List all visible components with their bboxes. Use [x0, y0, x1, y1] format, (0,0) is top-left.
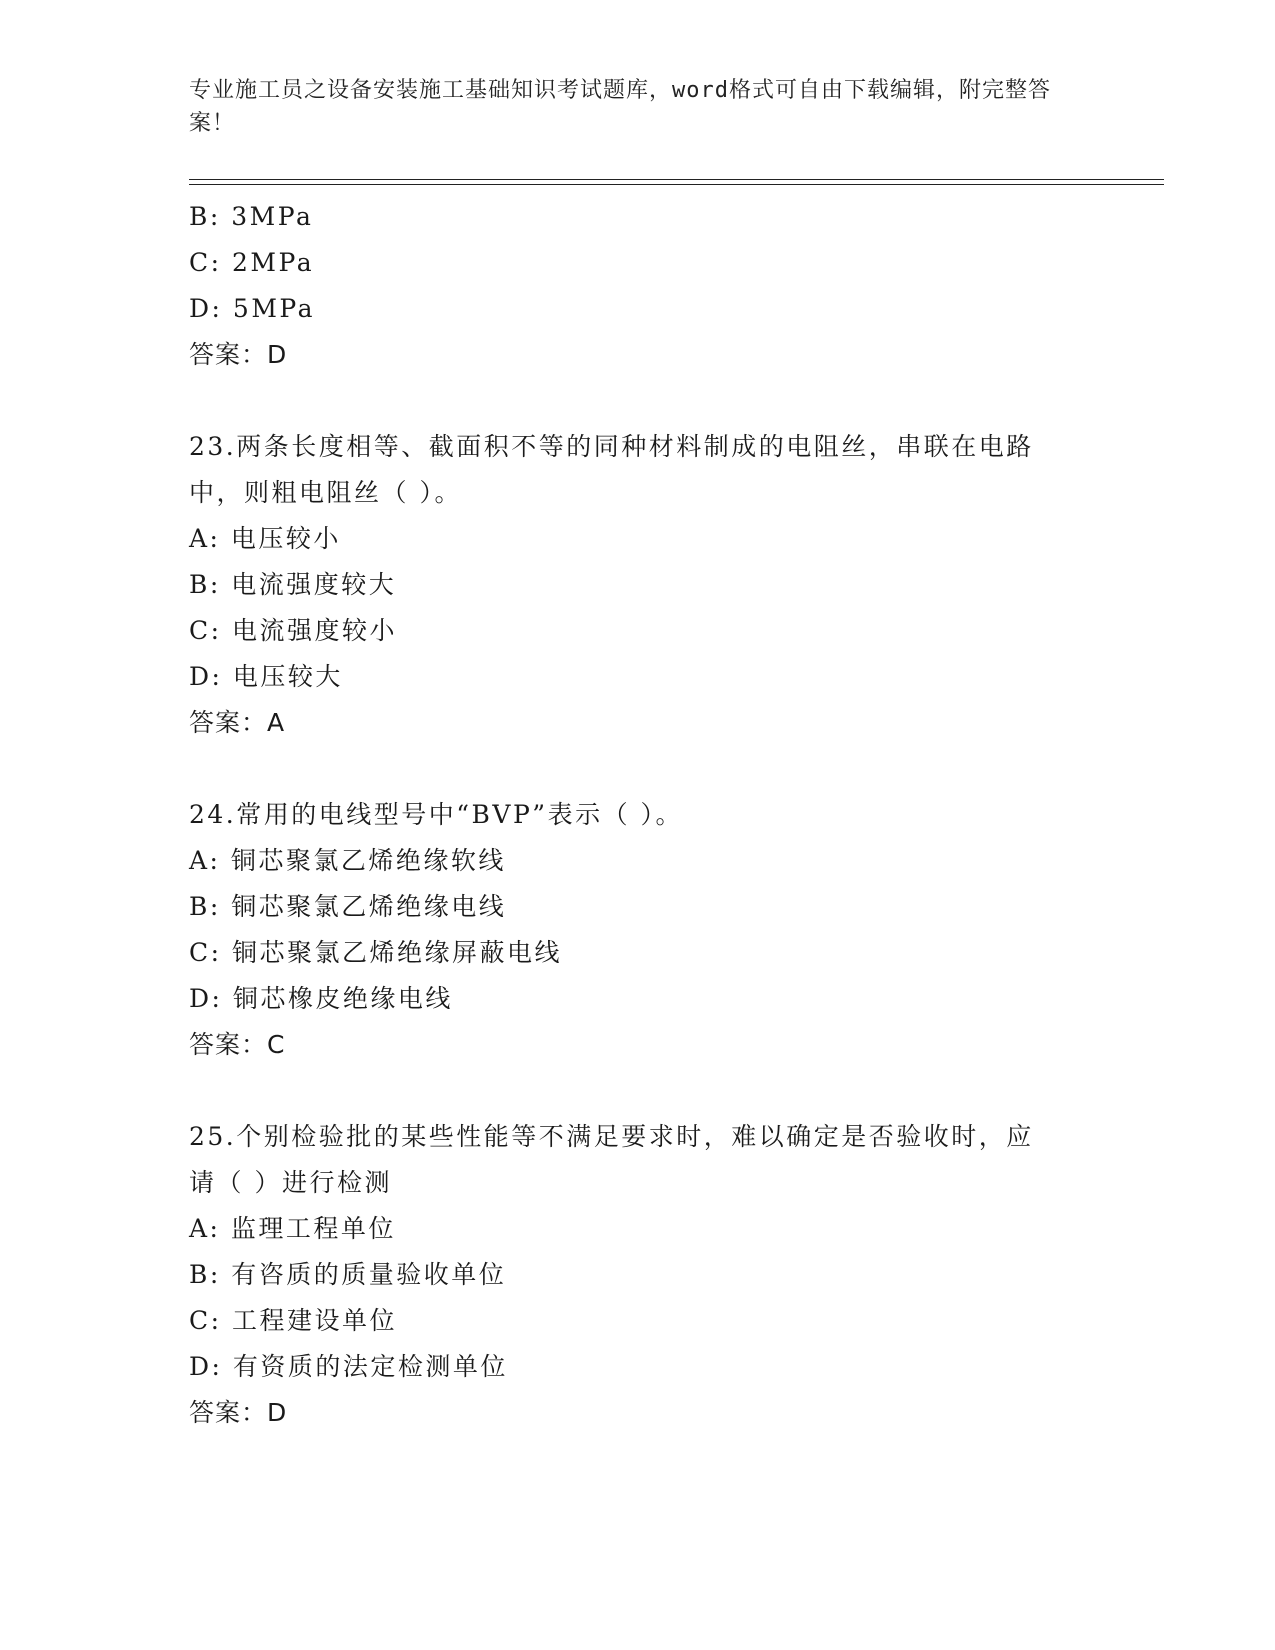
question-stem: 23.两条长度相等、截面积不等的同种材料制成的电阻丝，串联在电路 [189, 432, 1034, 461]
answer-line: 答案：A [189, 708, 286, 737]
header-divider-top [189, 179, 1164, 180]
question-22-continued [189, 194, 1089, 378]
page-header-text: 专业施工员之设备安装施工基础知识考试题库，word格式可自由下载编辑，附完整答案！ [189, 78, 1051, 136]
option-b: B: 3MPa [189, 202, 314, 231]
spacer [189, 1068, 1089, 1114]
option-d: D: 有资质的法定检测单位 [189, 1352, 508, 1381]
option-b: B: 有咨质的质量验收单位 [189, 1260, 507, 1289]
option-a: A: 监理工程单位 [189, 1214, 396, 1243]
question-stem: 请（ ）进行检测 [189, 1168, 392, 1197]
question-25 [189, 1114, 1089, 1436]
answer-line: 答案：D [189, 1398, 288, 1427]
question-stem: 25.个别检验批的某些性能等不满足要求时，难以确定是否验收时，应 [189, 1122, 1034, 1151]
question-list [189, 194, 1089, 1436]
question-24 [189, 792, 1089, 1068]
answer-line: 答案：D [189, 340, 288, 369]
option-a: A: 电压较小 [189, 524, 341, 553]
option-a: A: 铜芯聚氯乙烯绝缘软线 [189, 846, 506, 875]
option-b: B: 铜芯聚氯乙烯绝缘电线 [189, 892, 507, 921]
option-b: B: 电流强度较大 [189, 570, 397, 599]
option-d: D: 电压较大 [189, 662, 343, 691]
option-c: C: 铜芯聚氯乙烯绝缘屏蔽电线 [189, 938, 562, 967]
option-d: D: 铜芯橡皮绝缘电线 [189, 984, 453, 1013]
option-d: D: 5MPa [189, 294, 316, 323]
spacer [189, 378, 1089, 424]
question-23 [189, 424, 1089, 746]
option-c: C: 工程建设单位 [189, 1306, 397, 1335]
answer-line: 答案：C [189, 1030, 286, 1059]
header-divider-bottom [189, 184, 1164, 185]
option-c: C: 2MPa [189, 248, 315, 277]
option-c: C: 电流强度较小 [189, 616, 397, 645]
question-stem: 中，则粗电阻丝（ ）。 [189, 478, 462, 507]
question-stem: 24.常用的电线型号中“BVP”表示（ ）。 [189, 800, 684, 829]
spacer [189, 746, 1089, 792]
